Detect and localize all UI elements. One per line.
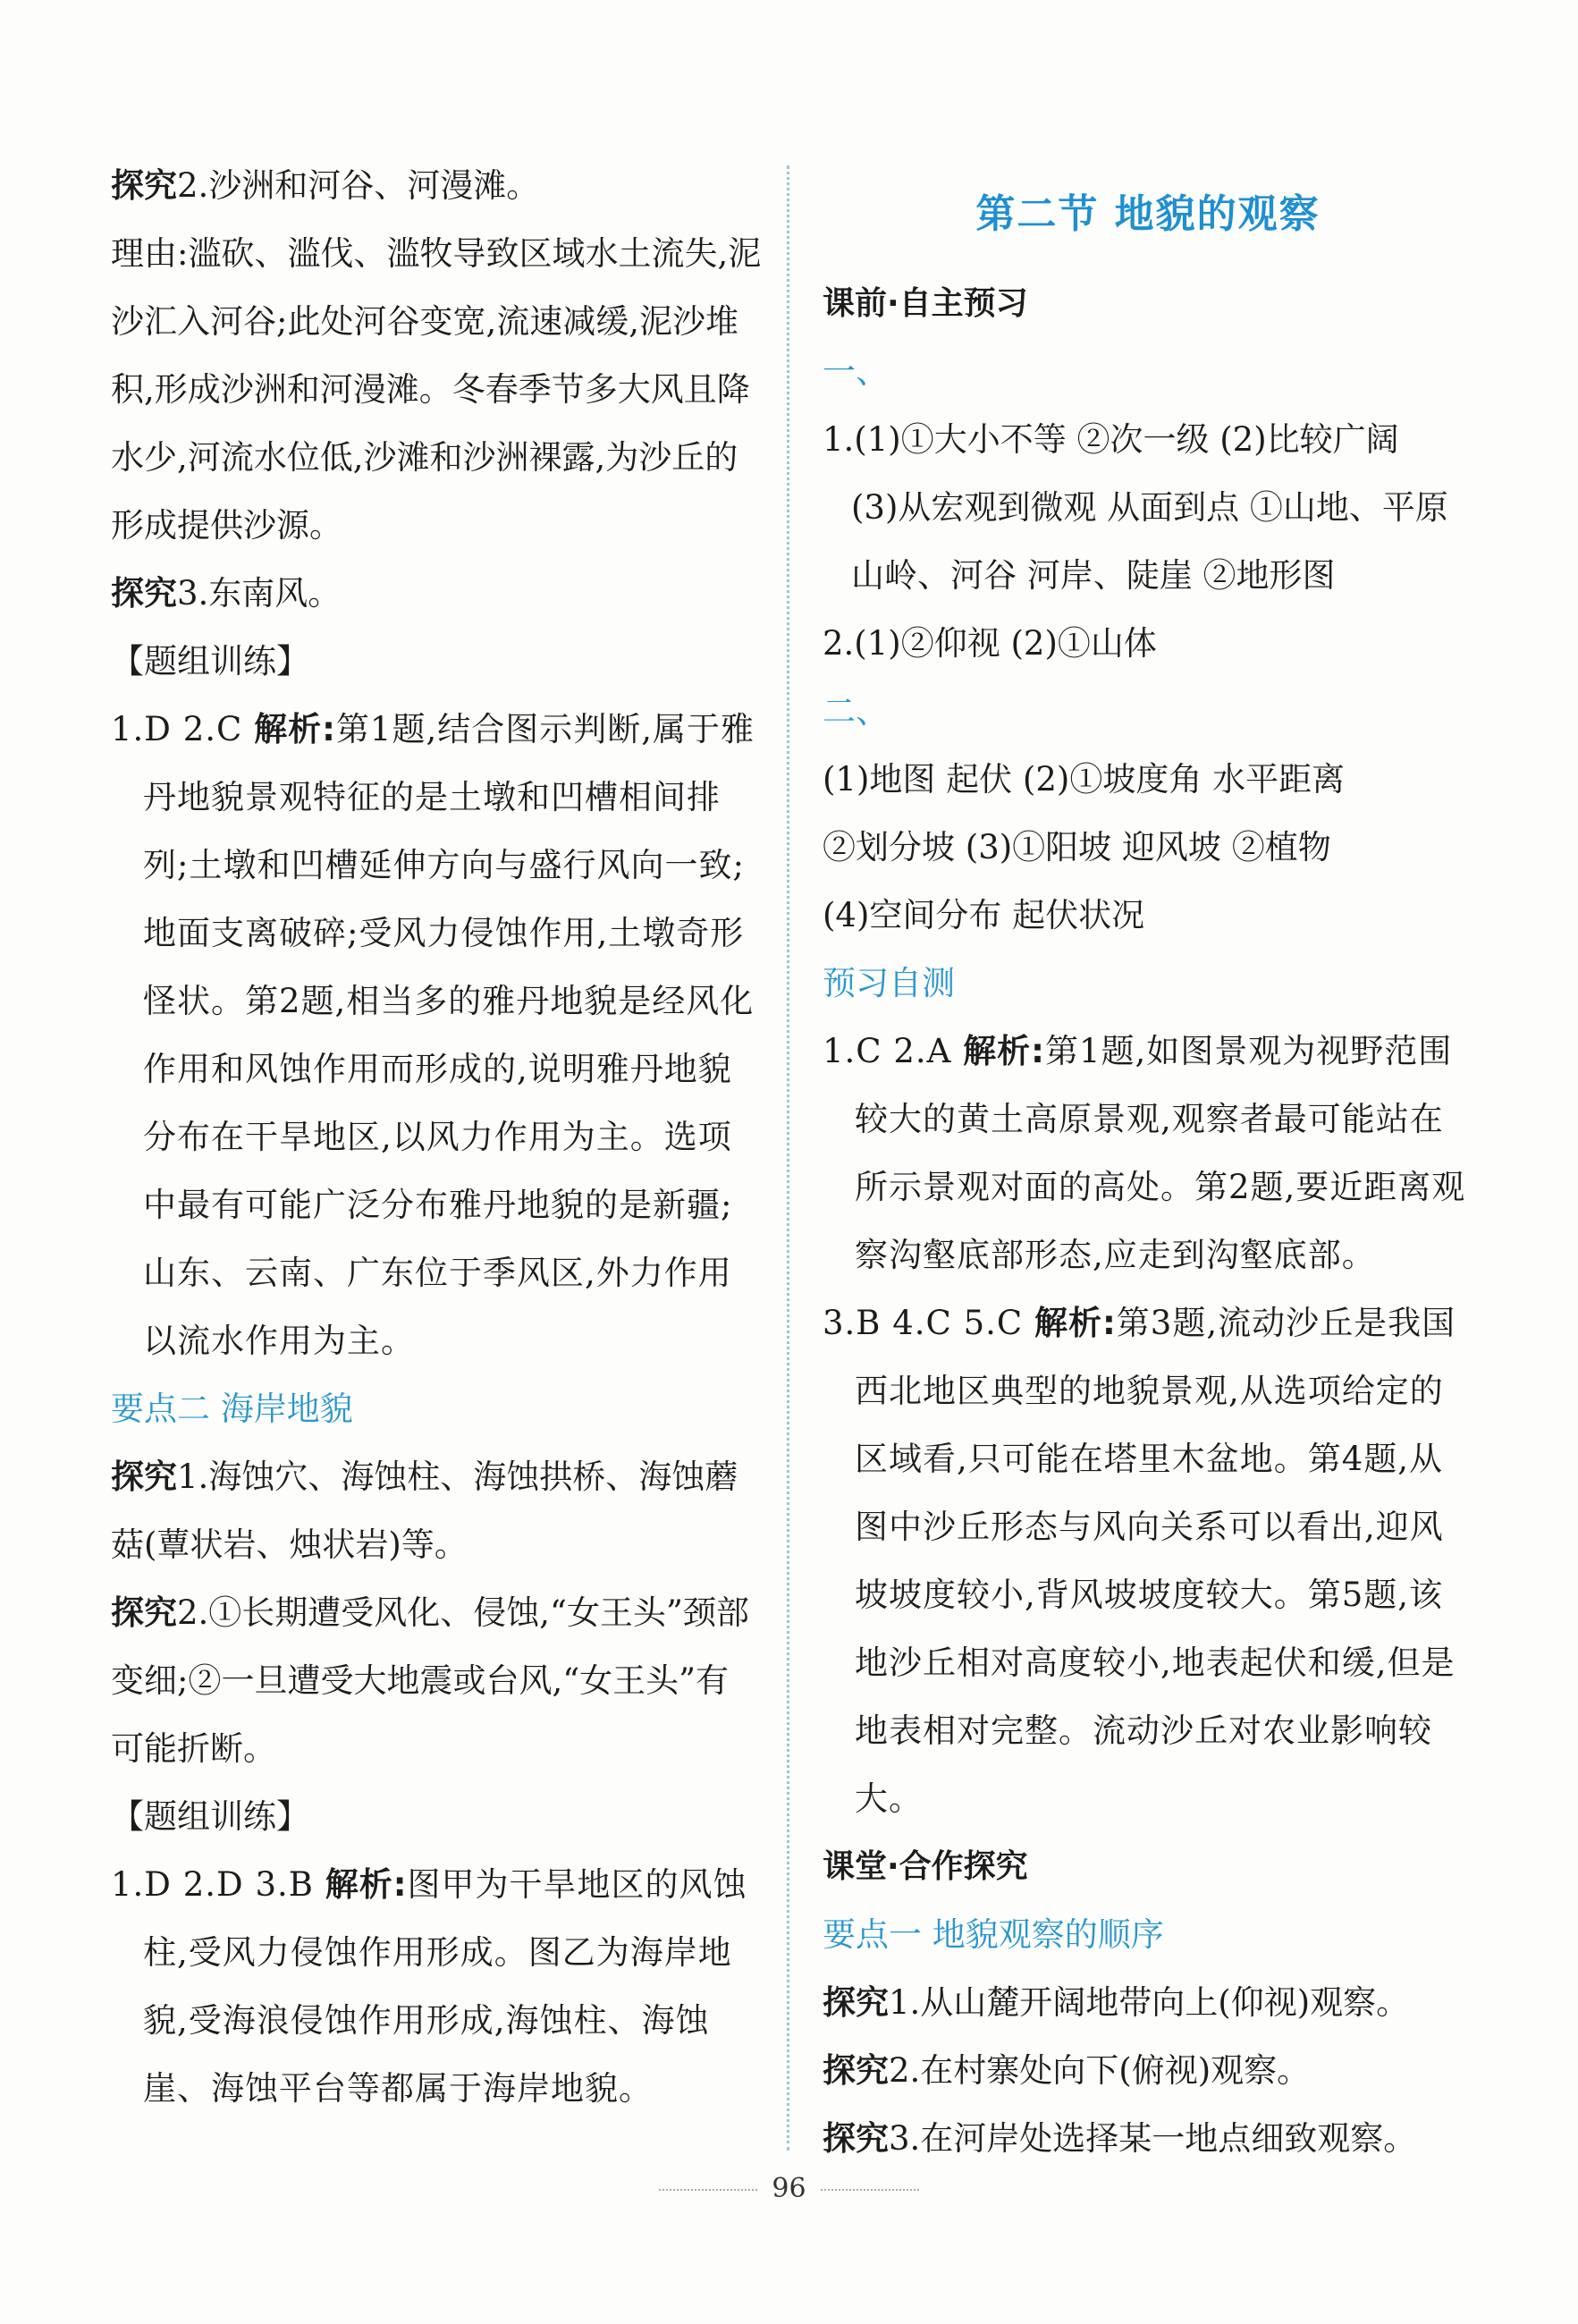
reason-paragraph: 理由:滥砍、滥伐、滥牧导致区域水土流失,泥沙汇入河谷;此处河谷变宽,流速减缓,泥沙堆积,形成沙洲和河漫滩。冬春季节多大风且降水少,河流水位低,沙滩和沙洲裸露,为沙丘的形成提供沙源。 — [111, 234, 762, 545]
left-column — [111, 152, 762, 2123]
section-title: 第二节 地貌的观察 — [975, 191, 1321, 237]
self-test-answer-1: 1.C 2.A 解析:第1题,如图景观为视野范围较大的黄土高原景观,观察者最可能站在所示景观对面的高处。第2题,要近距离观察沟壑底部形态,应走到沟壑底部。 — [823, 1032, 1466, 1274]
section-heading-coast: 要点二 海岸地貌 — [111, 1390, 353, 1428]
analysis-label: 解析: — [963, 1032, 1045, 1070]
preview-item-1: 1.(1)①大小不等 ②次一级 (2)比较广阔 — [823, 420, 1399, 459]
explore-label: 探究 — [823, 2119, 889, 2158]
explore-label: 探究 — [111, 574, 177, 613]
part-two-label: 二、 — [823, 692, 889, 731]
footer-rule-left — [659, 2189, 757, 2191]
self-test-heading: 预习自测 — [823, 964, 955, 1002]
explore-order-3: 探究3.在河岸处选择某一地点细致观察。 — [823, 2119, 1417, 2158]
preview-item-5: (4)空间分布 起伏状况 — [823, 896, 1145, 934]
answer-block-2: 1.D 2.D 3.B 解析:图甲为干旱地区的风蚀柱,受风力侵蚀作用形成。图乙为海岸地貌,受海浪侵蚀作用形成,海蚀柱、海蚀崖、海蚀平台等都属于海岸地貌。 — [111, 1865, 747, 2108]
preview-item-1b: (3)从宏观到微观 从面到点 ①山地、平原 山岭、河谷 河岸、陡崖 ②地形图 — [851, 488, 1448, 595]
preview-item-2: 2.(1)②仰视 (2)①山体 — [823, 624, 1157, 663]
analysis-label: 解析: — [1034, 1304, 1117, 1342]
answer-block-1: 1.D 2.C 解析:第1题,结合图示判断,属于雅丹地貌景观特征的是土墩和凹槽相间排列;土墩和凹槽延伸方向与盛行风向一致;地面支离破碎;受风力侵蚀作用,土墩奇形怪状。第2题,相当多的雅丹地貌是经风化作用和风蚀作用而形成的,说明雅丹地貌分布在干旱地区,以风力作用为主。选项中最有可能广泛分布雅丹地貌的是新疆;山东、云南、广东位于季风区,外力作用以流水作用为主。 — [111, 710, 755, 1360]
footer-rule-right — [821, 2189, 919, 2191]
classroom-heading: 课堂·合作探究 — [823, 1848, 1028, 1885]
explore-label: 探究 — [111, 1458, 177, 1496]
explore-order-2: 探究2.在村寨处向下(俯视)观察。 — [823, 2051, 1311, 2090]
group-training-heading: 【题组训练】 — [111, 642, 309, 680]
preview-item-3: (1)地图 起伏 (2)①坡度角 水平距离 — [823, 760, 1346, 799]
explore-label: 探究 — [823, 1983, 889, 2022]
column-divider — [787, 165, 789, 2151]
preview-item-4: ②划分坡 (3)①阳坡 迎风坡 ②植物 — [823, 828, 1331, 866]
explore-label: 探究 — [111, 1593, 177, 1632]
page-number: 96 — [772, 2173, 806, 2204]
explore-3: 探究3.东南风。 — [111, 574, 342, 613]
preview-heading: 课前·自主预习 — [823, 285, 1028, 322]
analysis-label: 解析: — [254, 710, 336, 748]
part-one-label: 一、 — [823, 352, 889, 391]
section-heading-order: 要点一 地貌观察的顺序 — [823, 1915, 1164, 1954]
analysis-label: 解析: — [325, 1865, 408, 1904]
self-test-answer-2: 3.B 4.C 5.C 解析:第3题,流动沙丘是我国西北地区典型的地貌景观,从选项给定的区域看,只可能在塔里木盆地。第4题,从图中沙丘形态与风向关系可以看出,迎风坡坡度较小,背风坡坡度较大。第5题,该地沙丘相对高度较小,地表起伏和缓,但是地表相对完整。流动沙丘对农业影响较大。 — [823, 1304, 1456, 1818]
page-footer — [0, 2173, 1578, 2204]
explore-coast-1: 探究1.海蚀穴、海蚀柱、海蚀拱桥、海蚀蘑菇(蕈状岩、烛状岩)等。 — [111, 1458, 738, 1564]
explore-label: 探究 — [823, 2051, 889, 2090]
explore-order-1: 探究1.从山麓开阔地带向上(仰视)观察。 — [823, 1983, 1410, 2022]
explore-2: 探究2.沙洲和河谷、河漫滩。 — [111, 166, 540, 205]
explore-coast-2: 探究2.①长期遭受风化、侵蚀,“女王头”颈部变细;②一旦遭受大地震或台风,“女王头”有可能折断。 — [111, 1593, 749, 1768]
right-column — [823, 152, 1473, 2173]
explore-label: 探究 — [111, 166, 177, 205]
group-training-heading-2: 【题组训练】 — [111, 1797, 309, 1836]
